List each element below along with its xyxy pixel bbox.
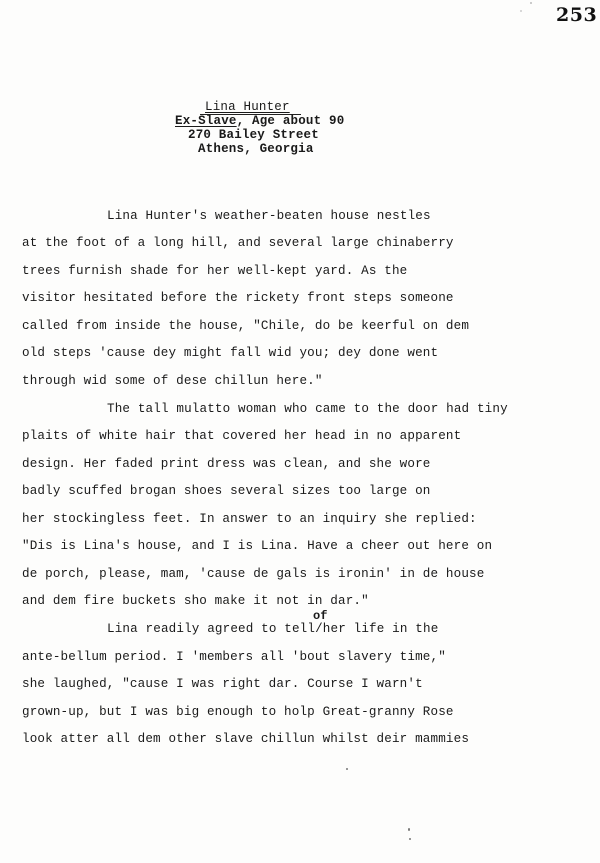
body-line: old steps 'cause dey might fall wid you; dey done went — [22, 346, 439, 360]
body-line: grown-up, but I was big enough to holp Great-granny Rose — [22, 705, 454, 719]
body-line: design. Her faded print dress was clean, and she wore — [22, 457, 431, 471]
body-line: and dem fire buckets sho make it not in dar." — [22, 594, 369, 608]
subject-status — [175, 114, 344, 128]
body-line: she laughed, "cause I was right dar. Course I warn't — [22, 677, 423, 691]
body-line: trees furnish shade for her well-kept yard. As the — [22, 264, 408, 278]
scan-speck — [520, 10, 522, 12]
body-line: plaits of white hair that covered her head in no apparent — [22, 429, 462, 443]
status-rest: , Age about 90 — [236, 114, 345, 128]
body-line: through wid some of dese chillun here." — [22, 374, 323, 388]
body-line: at the foot of a long hill, and several large chinaberry — [22, 236, 454, 250]
interlinear-insertion: of — [313, 609, 328, 623]
scan-speck — [409, 838, 411, 840]
subject-address: 270 Bailey Street — [188, 128, 319, 142]
scan-speck — [530, 2, 532, 4]
body-line: called from inside the house, "Chile, do be keerful on dem — [22, 319, 470, 333]
body-line: look atter all dem other slave chillun whilst deir mammies — [22, 732, 470, 746]
body-line: Lina Hunter's weather-beaten house nestles — [107, 209, 431, 223]
subject-name: Lina Hunter — [205, 100, 290, 114]
body-line: her stockingless feet. In answer to an inquiry she replied: — [22, 512, 477, 526]
body-line: badly scuffed brogan shoes several sizes too large on — [22, 484, 431, 498]
scan-speck — [408, 828, 410, 831]
scan-speck — [346, 768, 348, 770]
body-line: The tall mulatto woman who came to the door had tiny — [107, 402, 508, 416]
body-line: de porch, please, mam, 'cause de gals is ironin' in de house — [22, 567, 485, 581]
body-line: visitor hesitated before the rickety front steps someone — [22, 291, 454, 305]
body-line: ante-bellum period. I 'members all 'bout slavery time," — [22, 650, 446, 664]
status-prefix: Ex-Slave — [175, 114, 237, 128]
body-line: "Dis is Lina's house, and I is Lina. Have a cheer out here on — [22, 539, 493, 553]
subject-city: Athens, Georgia — [198, 142, 314, 156]
body-line: Lina readily agreed to tell/her life in the — [107, 622, 439, 636]
page-number: 253 — [556, 4, 598, 26]
